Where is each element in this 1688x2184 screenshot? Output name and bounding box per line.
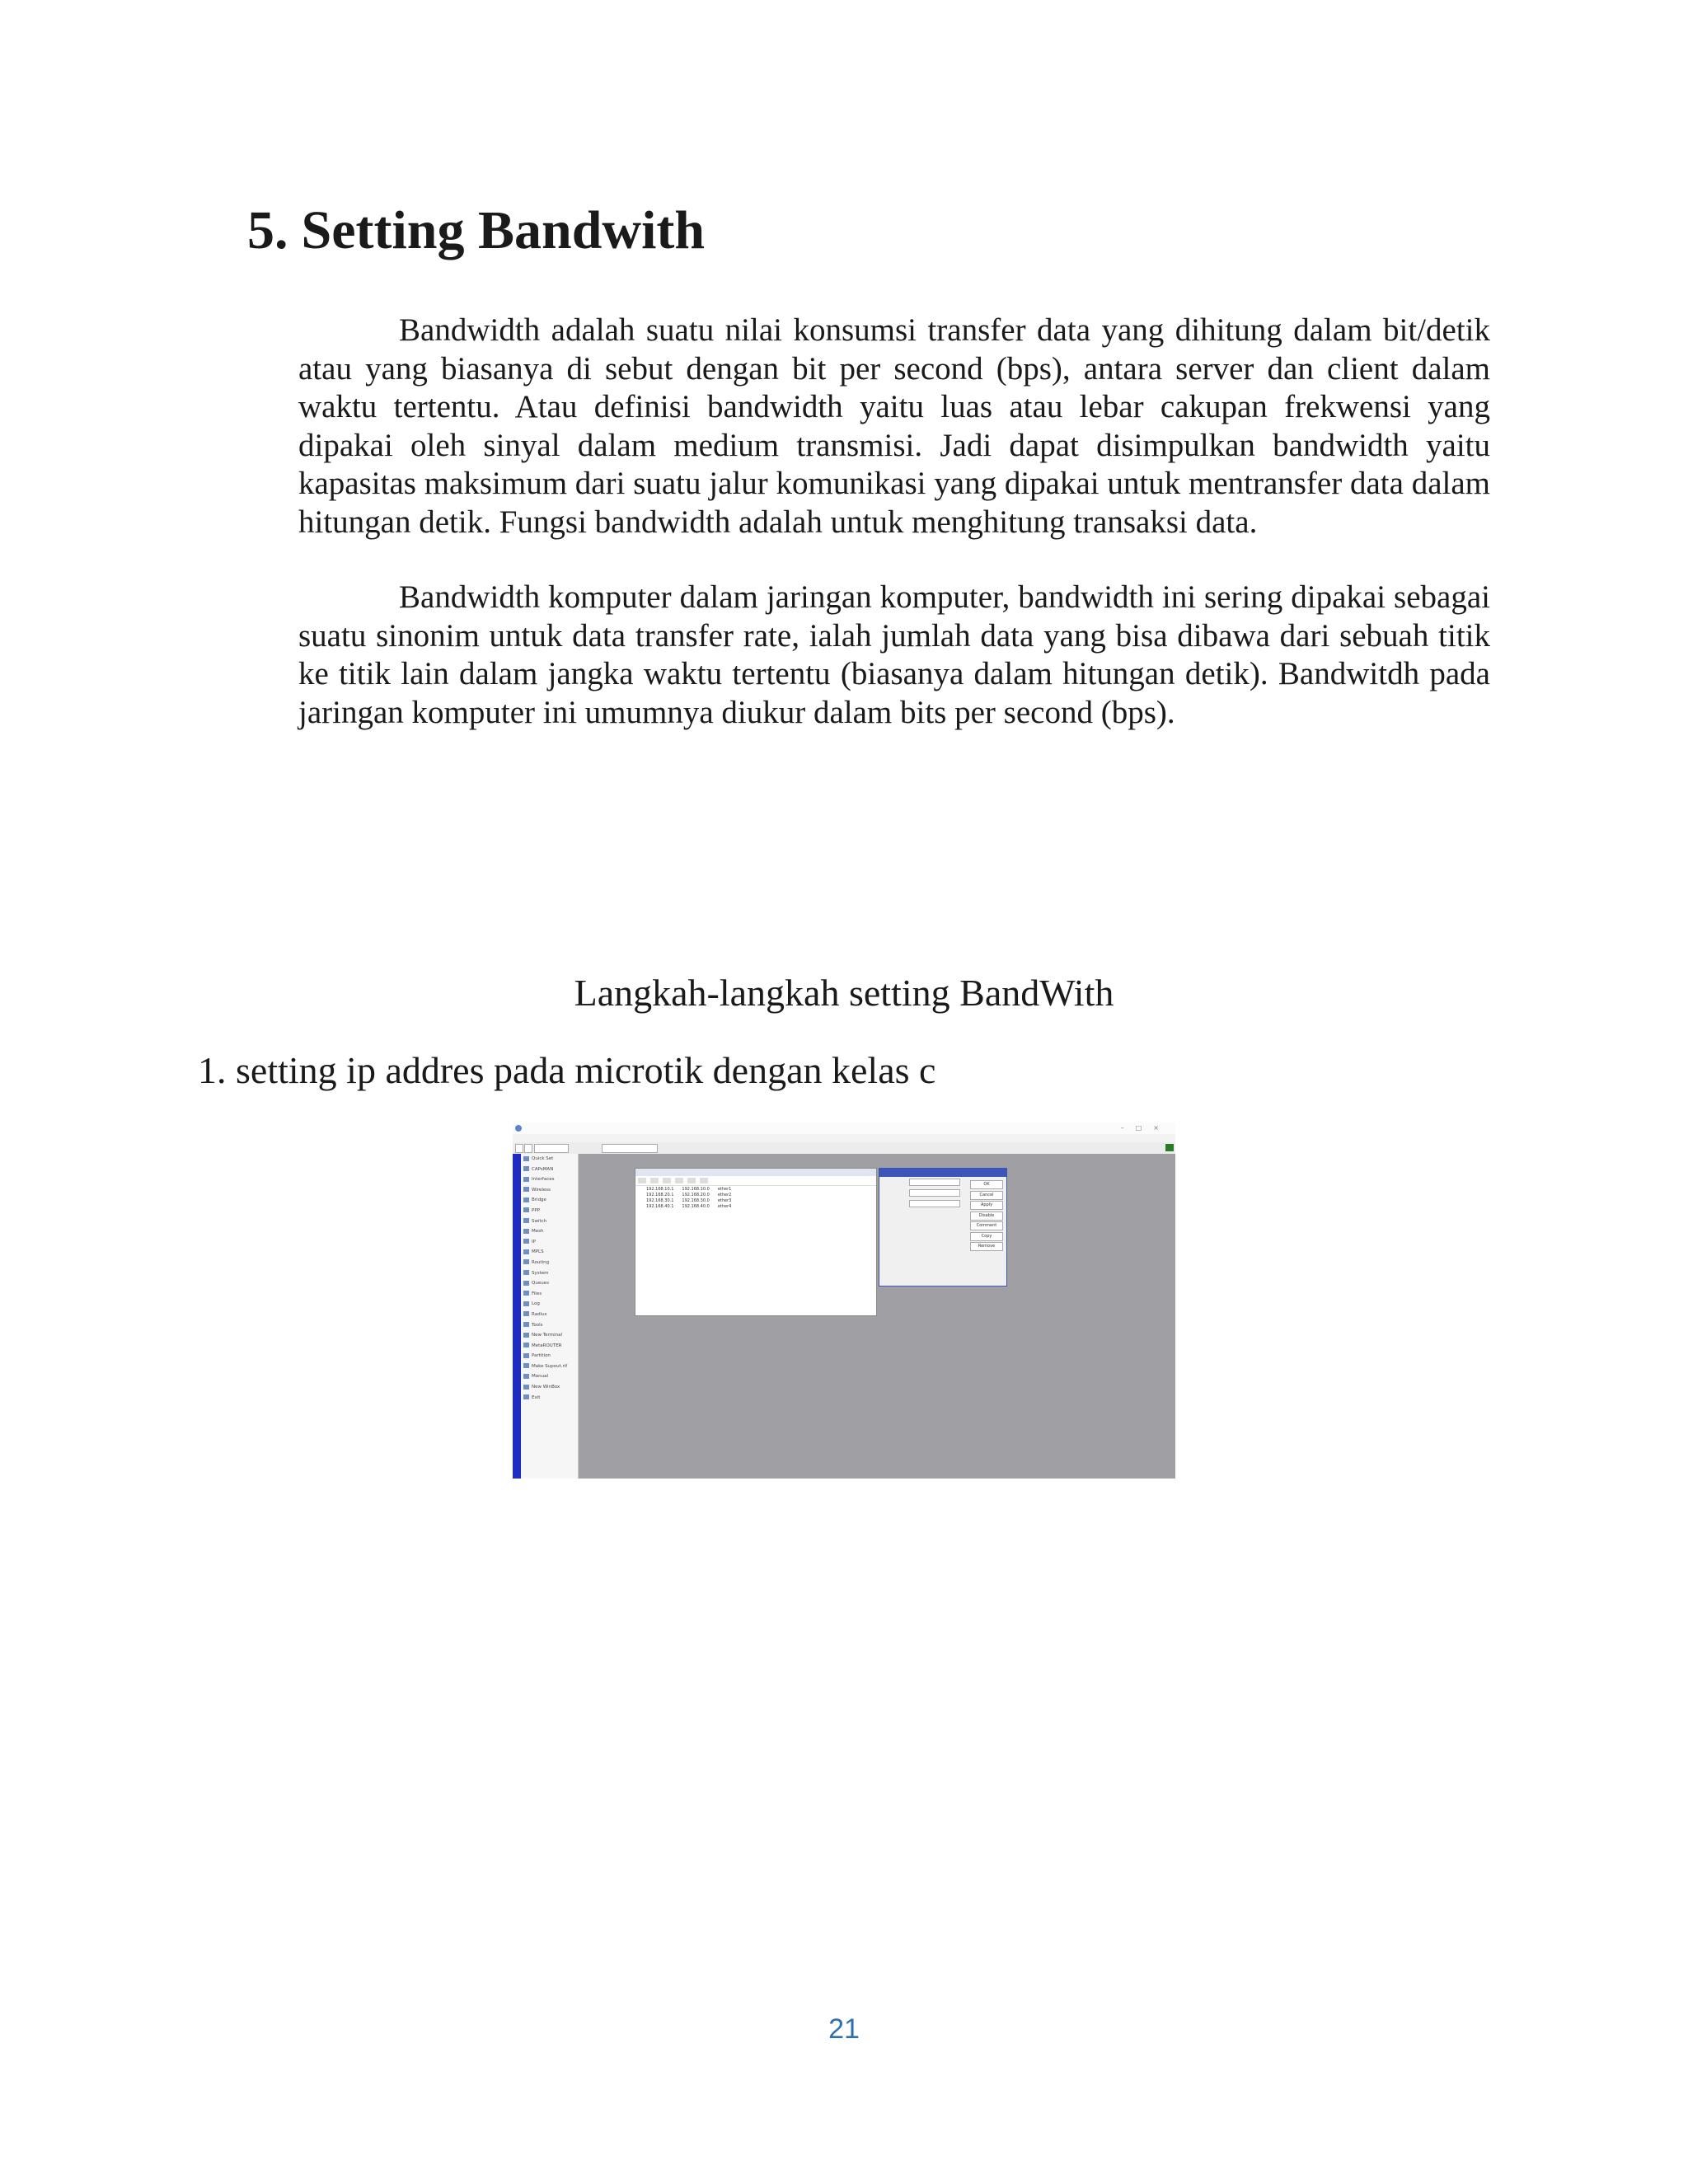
session-box [602,1144,658,1153]
address-list-toolbar [635,1176,876,1186]
screenshot-menu-item: Queues [521,1278,578,1289]
lock-icon [1165,1144,1174,1151]
screenshot-menu-item: Radius [521,1310,578,1320]
screenshot-titlebar [513,1122,1175,1134]
address-table-row: 192.168.40.1 192.168.40.0 ether4 [646,1203,732,1209]
screenshot-menu-item: Quick Set [521,1154,578,1165]
address-table-row: 192.168.20.1 192.168.20.0 ether2 [646,1192,732,1197]
winbox-icon [515,1125,522,1132]
screenshot-menubar [513,1134,1175,1142]
section-heading [247,198,705,264]
step-1-text: 1. setting ip addres pada microtik dengan kelas c [198,1049,936,1091]
new-address-dialog [879,1168,1007,1286]
redo-icon [524,1144,532,1153]
screenshot-menu-item: Files [521,1289,578,1300]
window-controls-icon: –□× [1120,1124,1170,1132]
screenshot-menu-item: Bridge [521,1195,578,1206]
screenshot-menu-item: PPP [521,1206,578,1216]
winbox-side-menu [521,1154,579,1479]
screenshot-menu-item: Exit [521,1393,578,1404]
screenshot-menu-item: MetaROUTER [521,1341,578,1352]
address-table [642,1186,735,1209]
screenshot-menu-item: IP [521,1237,578,1248]
screenshot-dialog-button: Cancel [970,1191,1003,1200]
safe-mode-button [534,1144,569,1153]
address-list-window [635,1168,877,1316]
screenshot-dialog-button: Disable [970,1212,1003,1221]
page-number: 21 [828,2013,860,2045]
screenshot-dialog-button: Apply [970,1201,1003,1210]
screenshot-dialog-button: Copy [970,1232,1003,1241]
screenshot-menu-item: CAPsMAN [521,1165,578,1175]
screenshot-menu-item: Switch [521,1216,578,1227]
screenshot-menu-item: Tools [521,1320,578,1331]
screenshot-menu-item: Wireless [521,1185,578,1196]
screenshot-menu-item: Make Supout.rif [521,1361,578,1372]
screenshot-menu-item: System [521,1268,578,1279]
screenshot-menu-item: Interfaces [521,1174,578,1185]
section-title: Setting Bandwith [301,200,706,260]
screenshot-menu-item: Partition [521,1351,578,1361]
screenshot-menu-item: Log [521,1299,578,1310]
screenshot-toolbar [513,1142,1175,1155]
paragraph-bandwidth-network: Bandwidth komputer dalam jaringan komputer, bandwidth ini sering dipakai sebagai suatu sinonim untuk data transfer rate, ialah jumlah data yang bisa dibawa dari sebuah titik ke titik lain dalam jangka waktu tertentu (biasanya dalam hitungan detik). Bandwitdh pada jaringan komputer ini umumnya diukur dalam bits per second (bps). [298,579,1490,730]
screenshot-dialog-button: OK [970,1180,1003,1189]
winbox-screenshot [513,1122,1175,1479]
steps-subtitle: Langkah-langkah setting BandWith [574,972,1114,1014]
undo-icon [515,1144,523,1153]
screenshot-dialog-button: Remove [970,1242,1003,1251]
screenshot-menu-item: New WinBox [521,1382,578,1393]
section-number: 5. [247,200,288,260]
winbox-side-banner [513,1154,521,1479]
address-table-row: 192.168.10.1 192.168.10.0 ether1 [646,1186,732,1192]
screenshot-menu-item: MPLS [521,1247,578,1258]
paragraph-bandwidth-definition: Bandwidth adalah suatu nilai konsumsi transfer data yang dihitung dalam bit/detik atau yang biasanya di sebut dengan bit per second (bps), antara server dan client dalam waktu tertentu. Atau definisi bandwidth yaitu luas atau lebar cakupan frekwensi yang dipakai oleh sinyal dalam medium transmisi. Jadi dapat disimpulkan bandwidth yaitu kapasitas maksimum dari suatu jalur komunikasi yang dipakai untuk mentransfer data dalam hitungan detik. Fungsi bandwidth adalah untuk menghitung transaksi data. [298,312,1490,540]
screenshot-menu-item: Manual [521,1371,578,1382]
address-table-row: 192.168.30.1 192.168.30.0 ether3 [646,1197,732,1203]
screenshot-menu-item: Routing [521,1258,578,1268]
screenshot-dialog-button: Comment [970,1221,1003,1230]
screenshot-menu-item: Mesh [521,1226,578,1237]
screenshot-menu-item: New Terminal [521,1330,578,1341]
